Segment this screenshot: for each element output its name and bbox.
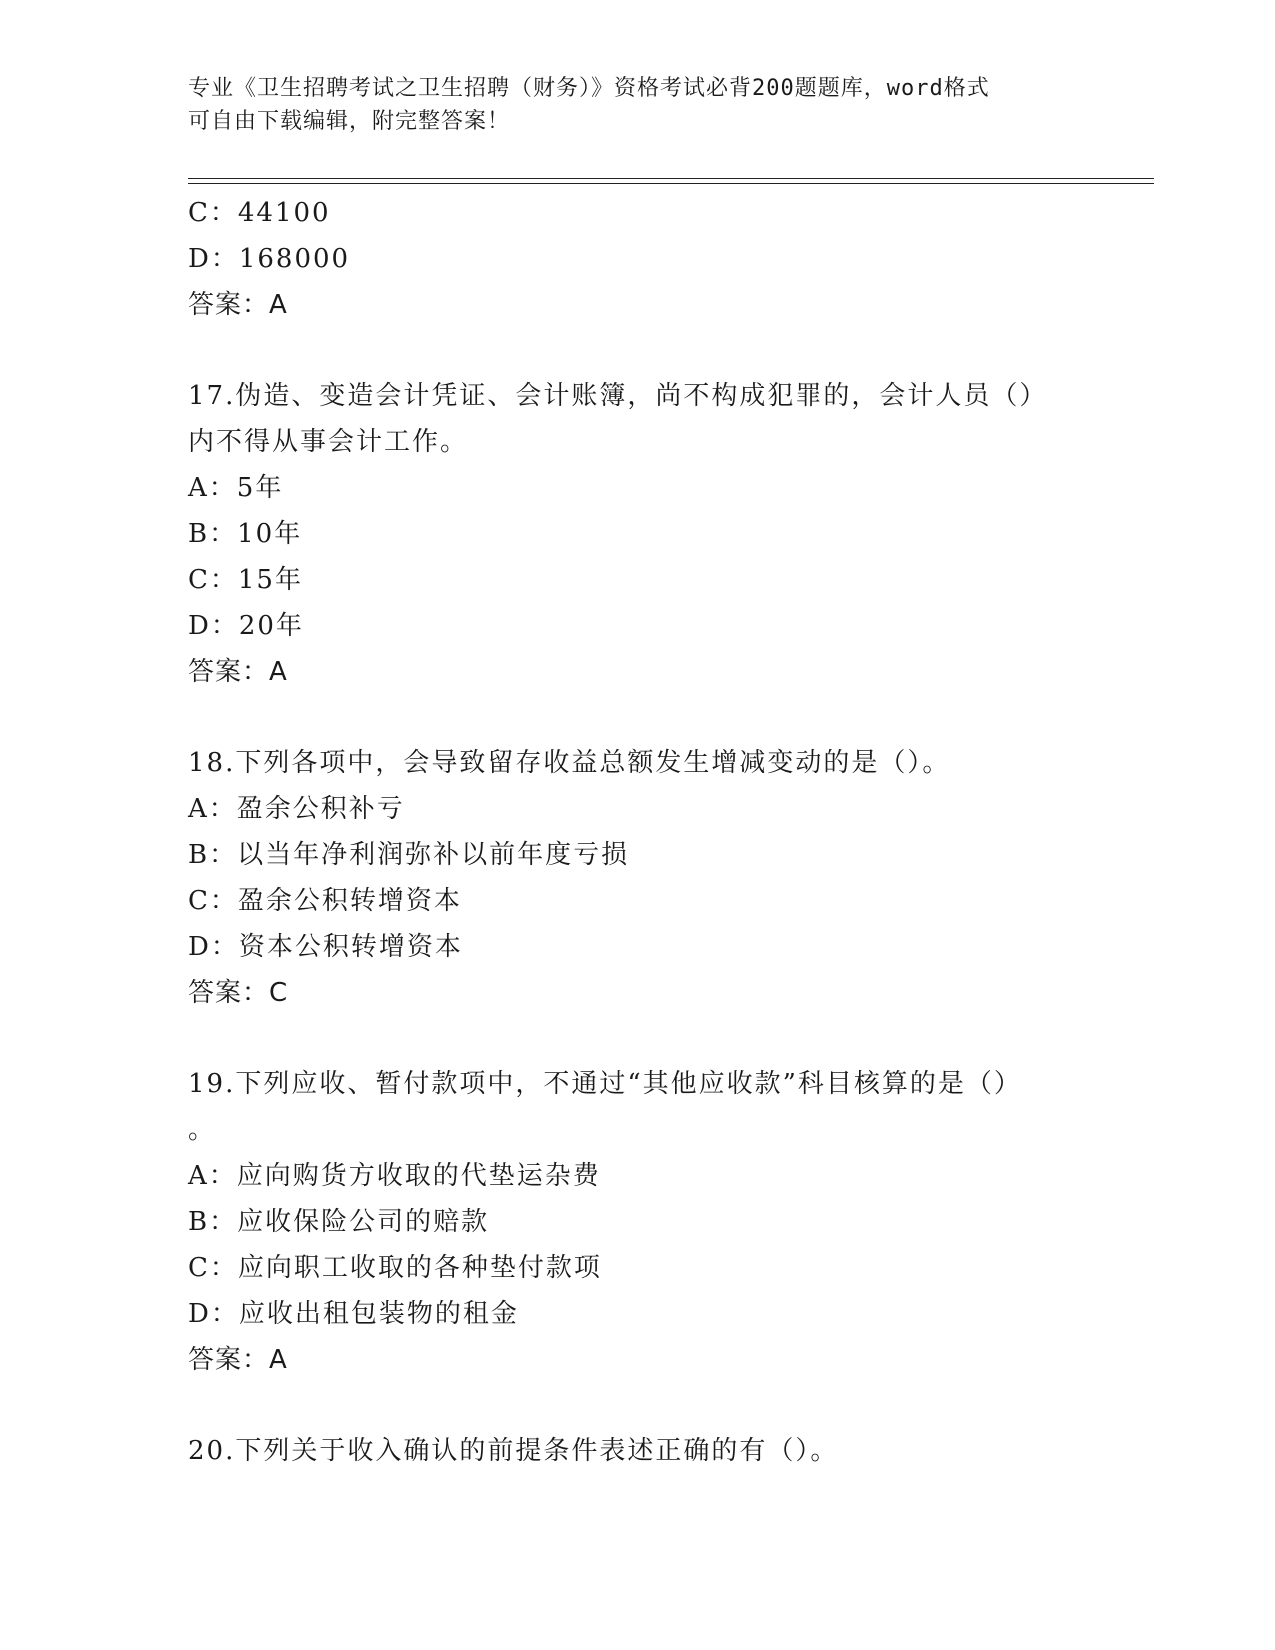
option-c: C：15年 bbox=[188, 565, 303, 595]
header-divider-bottom bbox=[188, 183, 1154, 184]
option-d: D：资本公积转增资本 bbox=[188, 932, 463, 962]
question-stem: 20.下列关于收入确认的前提条件表述正确的有（）。 bbox=[188, 1436, 839, 1466]
option-d: D：应收出租包装物的租金 bbox=[188, 1299, 519, 1329]
spacer bbox=[188, 1383, 1088, 1428]
option-a: A：应向购货方收取的代垫运杂费 bbox=[188, 1161, 601, 1191]
answer: 答案：A bbox=[188, 1345, 288, 1375]
option-c: C：44100 bbox=[188, 198, 331, 228]
option-a: A：5年 bbox=[188, 473, 284, 503]
option-d: D：168000 bbox=[188, 244, 351, 274]
option-c: C：盈余公积转增资本 bbox=[188, 886, 462, 916]
question-19 bbox=[188, 1061, 1088, 1383]
question-list bbox=[188, 190, 1088, 1474]
option-b: B：以当年净利润弥补以前年度亏损 bbox=[188, 840, 630, 870]
question-stem: 19.下列应收、暂付款项中，不通过“其他应收款”科目核算的是（） bbox=[188, 1069, 1022, 1099]
document-header bbox=[188, 72, 1088, 138]
question-stem-cont: 。 bbox=[188, 1115, 217, 1145]
spacer bbox=[188, 1016, 1088, 1061]
answer: 答案：A bbox=[188, 290, 288, 320]
question-stem-cont: 内不得从事会计工作。 bbox=[188, 427, 469, 457]
option-b: B：应收保险公司的赔款 bbox=[188, 1207, 490, 1237]
question-20 bbox=[188, 1428, 1088, 1474]
answer: 答案：A bbox=[188, 657, 288, 687]
spacer bbox=[188, 328, 1088, 373]
header-divider-top bbox=[188, 178, 1154, 179]
answer: 答案：C bbox=[188, 978, 289, 1008]
option-d: D：20年 bbox=[188, 611, 304, 641]
header-title-line1: 专业《卫生招聘考试之卫生招聘（财务）》资格考试必背200题题库，word格式 bbox=[188, 76, 990, 101]
spacer bbox=[188, 695, 1088, 740]
question-stem: 17.伪造、变造会计凭证、会计账簿，尚不构成犯罪的，会计人员（） bbox=[188, 381, 1048, 411]
question-17 bbox=[188, 373, 1088, 695]
question-stem: 18.下列各项中，会导致留存收益总额发生增减变动的是（）。 bbox=[188, 748, 951, 778]
header-title-line2: 可自由下载编辑，附完整答案！ bbox=[188, 109, 511, 134]
option-c: C：应向职工收取的各种垫付款项 bbox=[188, 1253, 602, 1283]
question-18 bbox=[188, 740, 1088, 1016]
option-b: B：10年 bbox=[188, 519, 303, 549]
option-a: A：盈余公积补亏 bbox=[188, 794, 405, 824]
question-16-tail bbox=[188, 190, 1088, 328]
